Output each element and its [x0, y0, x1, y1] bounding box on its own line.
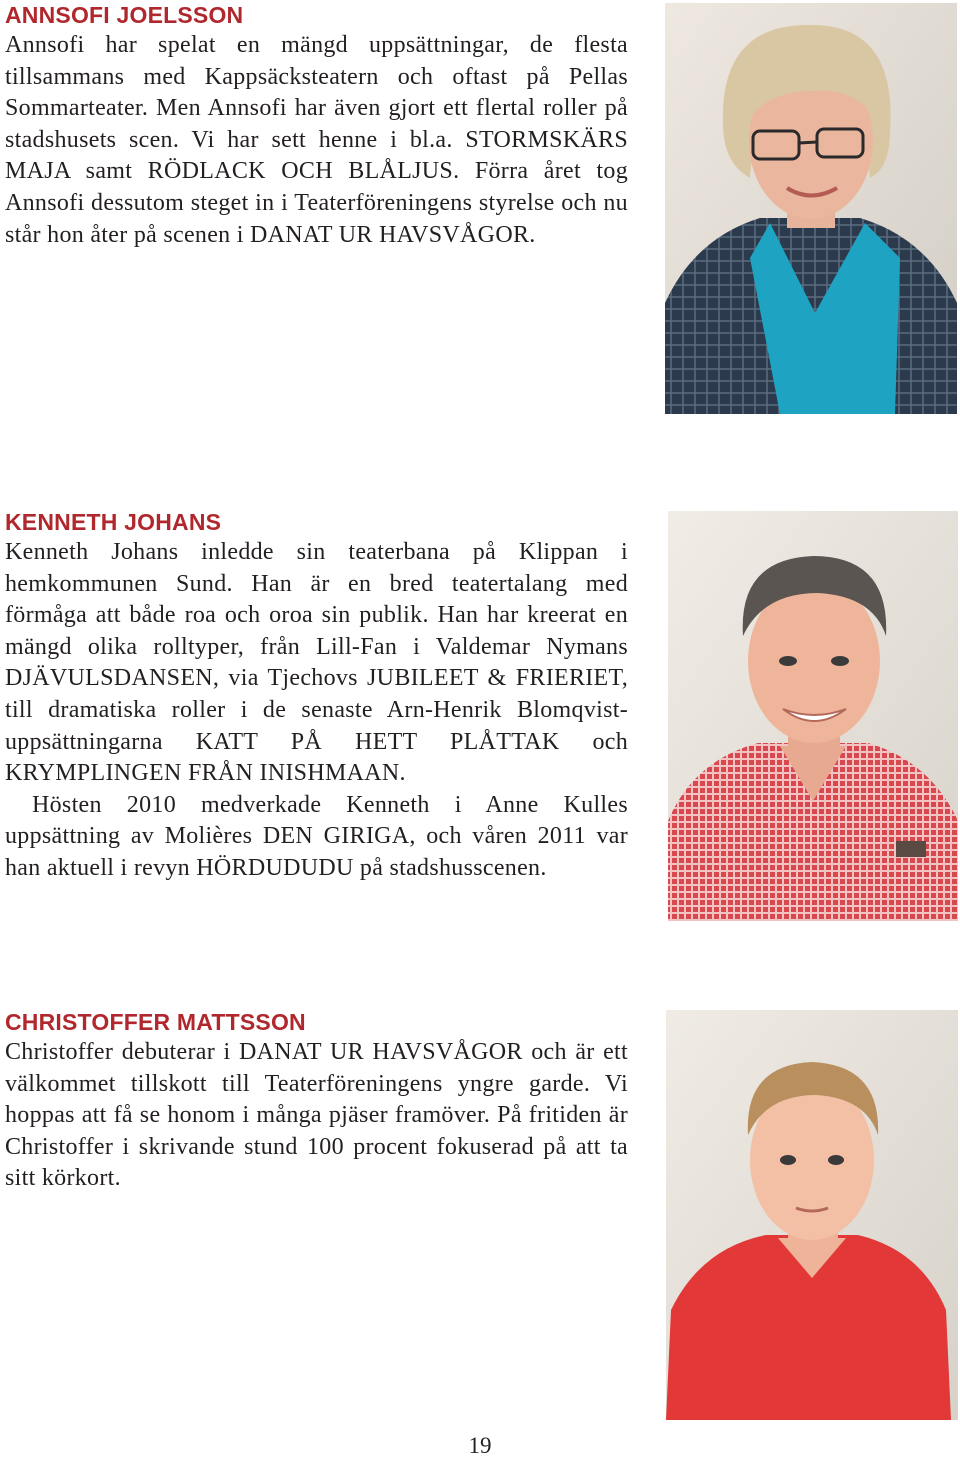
page-number: 19: [468, 1433, 492, 1458]
portrait-photo-kenneth: [668, 511, 958, 921]
bio-paragraph: Hösten 2010 medverkade Kenneth i Anne Kulles uppsättning av Molières DEN GIRIGA, och våren 2011 var han aktuell i revyn HÖRDUDUDU på stadshusscenen.: [5, 791, 628, 881]
bio-kenneth-johans: [5, 507, 628, 885]
bio-paragraph: Kenneth Johans inledde sin teaterbana på Klippan i hemkommunen Sund. Han är en bred teatertalang med förmåga att både roa och oroa sin publik. Han har kreerat en mängd olika rolltyper, från Lill-Fan i Valdemar Nymans DJÄVULSDANSEN, via Tjechovs JUBILEET & FRIERIET, till dramatiska roller i de senaste Arn-Henrik Blomqvist-uppsättningarna KATT PÅ HETT PLÅTTAK och KRYMPLINGEN FRÅN INISHMAAN.: [5, 539, 628, 787]
bio-annsofi-joelsson: [5, 0, 628, 251]
portrait-photo-christoffer: [666, 1010, 958, 1420]
person-name: CHRISTOFFER MATTSSON: [5, 1009, 306, 1035]
portrait-photo-annsofi: [665, 3, 957, 414]
bio-paragraph: Annsofi har spelat en mängd uppsättningar, de flesta tillsammans med Kappsäcksteatern och oftast på Pellas Sommarteater. Men Annsofi har även gjort ett flertal roller på stadshusets scen. Vi har sett henne i bl.a. STORMSKÄRS MAJA samt RÖDLACK OCH BLÅLJUS. Förra året tog Annsofi dessutom steget in i Teaterföreningens styrelse och nu står hon åter på scenen i DANAT UR HAVSVÅGOR.: [5, 32, 628, 248]
bio-christoffer-mattsson: [5, 1007, 628, 1195]
person-name: KENNETH JOHANS: [5, 509, 222, 535]
person-name: ANNSOFI JOELSSON: [5, 2, 244, 28]
bio-paragraph: Christoffer debuterar i DANAT UR HAVSVÅGOR och är ett välkommet tillskott till Teaterföreningens yngre garde. Vi hoppas att få se honom i många pjäser framöver. På fritiden är Christoffer i skrivande stund 100 procent fokuserad på att ta sitt körkort.: [5, 1039, 628, 1192]
